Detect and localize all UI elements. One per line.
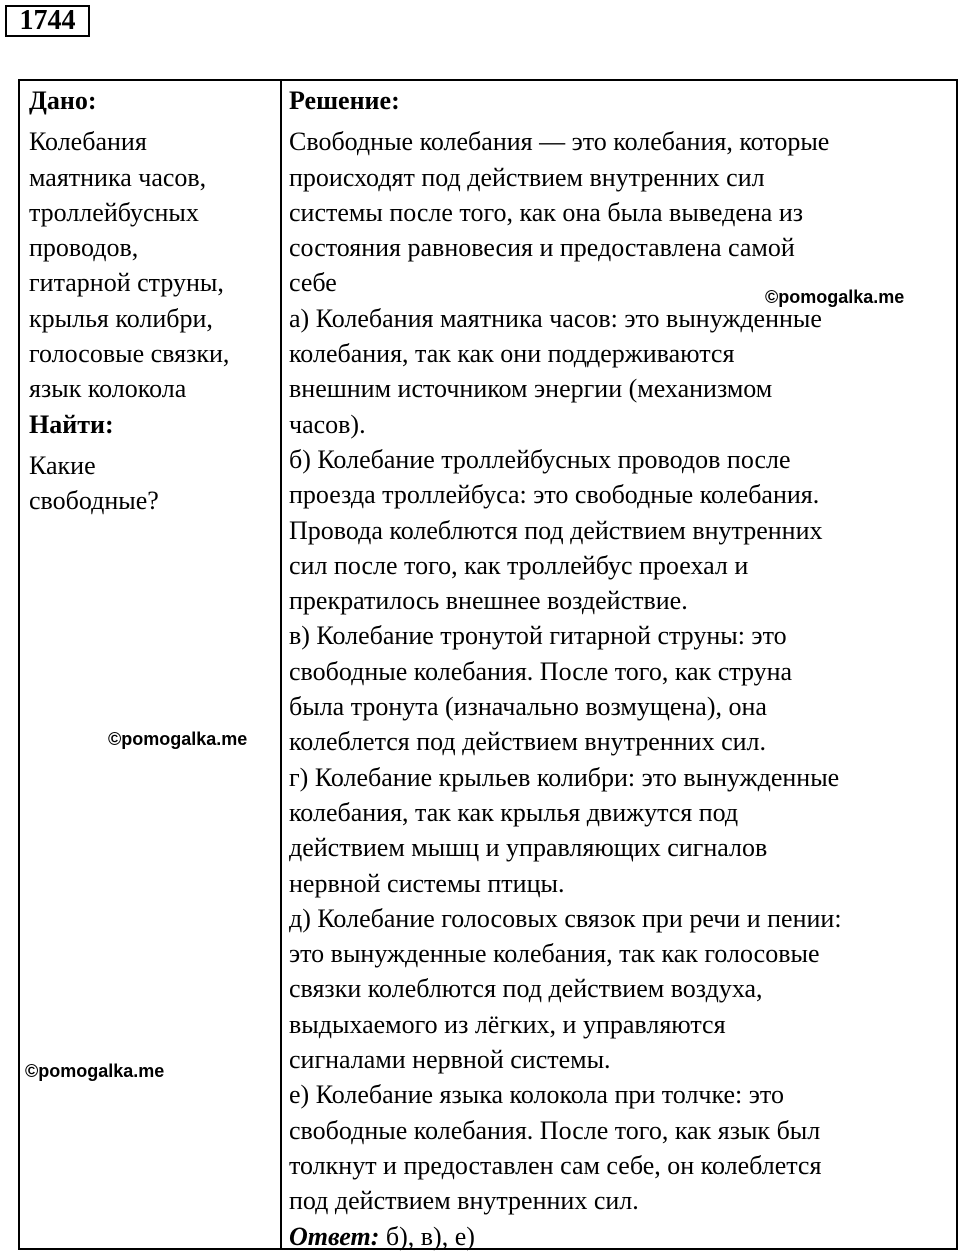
solution-line: это вынужденные колебания, так как голосовые bbox=[289, 939, 820, 969]
given-line: Колебания bbox=[29, 127, 147, 157]
given-line: голосовые связки, bbox=[29, 339, 230, 369]
solution-line: выдыхаемого из лёгких, и управляются bbox=[289, 1009, 726, 1039]
solution-line: себе bbox=[289, 268, 337, 298]
answer-label: Ответ: bbox=[289, 1221, 380, 1251]
solution-line: под действием внутренних сил. bbox=[289, 1186, 639, 1216]
find-line: Какие bbox=[29, 450, 96, 480]
solution-line: колебания, так как они поддерживаются bbox=[289, 339, 735, 369]
given-column bbox=[29, 81, 274, 519]
watermark: ©pomogalka.me bbox=[108, 729, 248, 749]
given-heading: Дано: bbox=[29, 86, 97, 115]
solution-line: часов). bbox=[289, 409, 366, 439]
solution-column bbox=[289, 81, 957, 1254]
watermark: ©pomogalka.me bbox=[25, 1061, 165, 1081]
solution-line: Провода колеблются под действием внутренних bbox=[289, 515, 823, 545]
solution-line: колеблется под действием внутренних сил. bbox=[289, 727, 767, 757]
given-text bbox=[29, 124, 274, 406]
find-heading: Найти: bbox=[29, 409, 114, 439]
solution-line: б) Колебание троллейбусных проводов после bbox=[289, 444, 791, 474]
solution-line: а) Колебания маятника часов: это вынужденные bbox=[289, 303, 822, 333]
solution-line: состояния равновесия и предоставлена самой bbox=[289, 233, 795, 263]
watermark: ©pomogalka.me bbox=[765, 287, 905, 307]
solution-line: нервной системы птицы. bbox=[289, 868, 565, 898]
column-divider bbox=[280, 81, 282, 1248]
solution-line: прекратилось внешнее воздействие. bbox=[289, 586, 688, 616]
solution-line: колебания, так как крылья движутся под bbox=[289, 797, 739, 827]
solution-line: сил после того, как троллейбус проехал и bbox=[289, 550, 749, 580]
solution-line: д) Колебание голосовых связок при речи и пении: bbox=[289, 903, 842, 933]
solution-line: проезда троллейбуса: это свободные колебания. bbox=[289, 480, 820, 510]
given-line: язык колокола bbox=[29, 374, 187, 404]
solution-line: толкнут и предоставлен сам себе, он колеблется bbox=[289, 1150, 822, 1180]
solution-line: связки колеблются под действием воздуха, bbox=[289, 974, 763, 1004]
given-line: троллейбусных bbox=[29, 197, 199, 227]
solution-line: свободные колебания. После того, как язык был bbox=[289, 1115, 821, 1145]
solution-line: действием мышц и управляющих сигналов bbox=[289, 833, 768, 863]
solution-line: была тронута (изначально возмущена), она bbox=[289, 692, 767, 722]
answer-value: б), в), е) bbox=[379, 1221, 475, 1251]
solution-line: е) Колебание языка колокола при толчке: это bbox=[289, 1080, 784, 1110]
given-line: маятника часов, bbox=[29, 162, 207, 192]
solution-line: системы после того, как она была выведена из bbox=[289, 197, 804, 227]
given-line: крылья колибри, bbox=[29, 303, 213, 333]
answer-line bbox=[289, 1219, 957, 1254]
solution-line: свободные колебания. После того, как струна bbox=[289, 656, 793, 686]
find-text bbox=[29, 448, 274, 519]
problem-number: 1744 bbox=[5, 5, 90, 37]
solution-line: Свободные колебания — это колебания, которые bbox=[289, 127, 830, 157]
solution-line: сигналами нервной системы. bbox=[289, 1045, 611, 1075]
given-line: гитарной струны, bbox=[29, 268, 224, 298]
solution-line: в) Колебание тронутой гитарной струны: это bbox=[289, 621, 787, 651]
find-line: свободные? bbox=[29, 486, 159, 516]
solution-heading: Решение: bbox=[289, 86, 400, 115]
solution-line: происходят под действием внутренних сил bbox=[289, 162, 765, 192]
solution-line: г) Колебание крыльев колибри: это вынужденные bbox=[289, 762, 840, 792]
solution-line: внешним источником энергии (механизмом bbox=[289, 374, 773, 404]
given-line: проводов, bbox=[29, 233, 139, 263]
